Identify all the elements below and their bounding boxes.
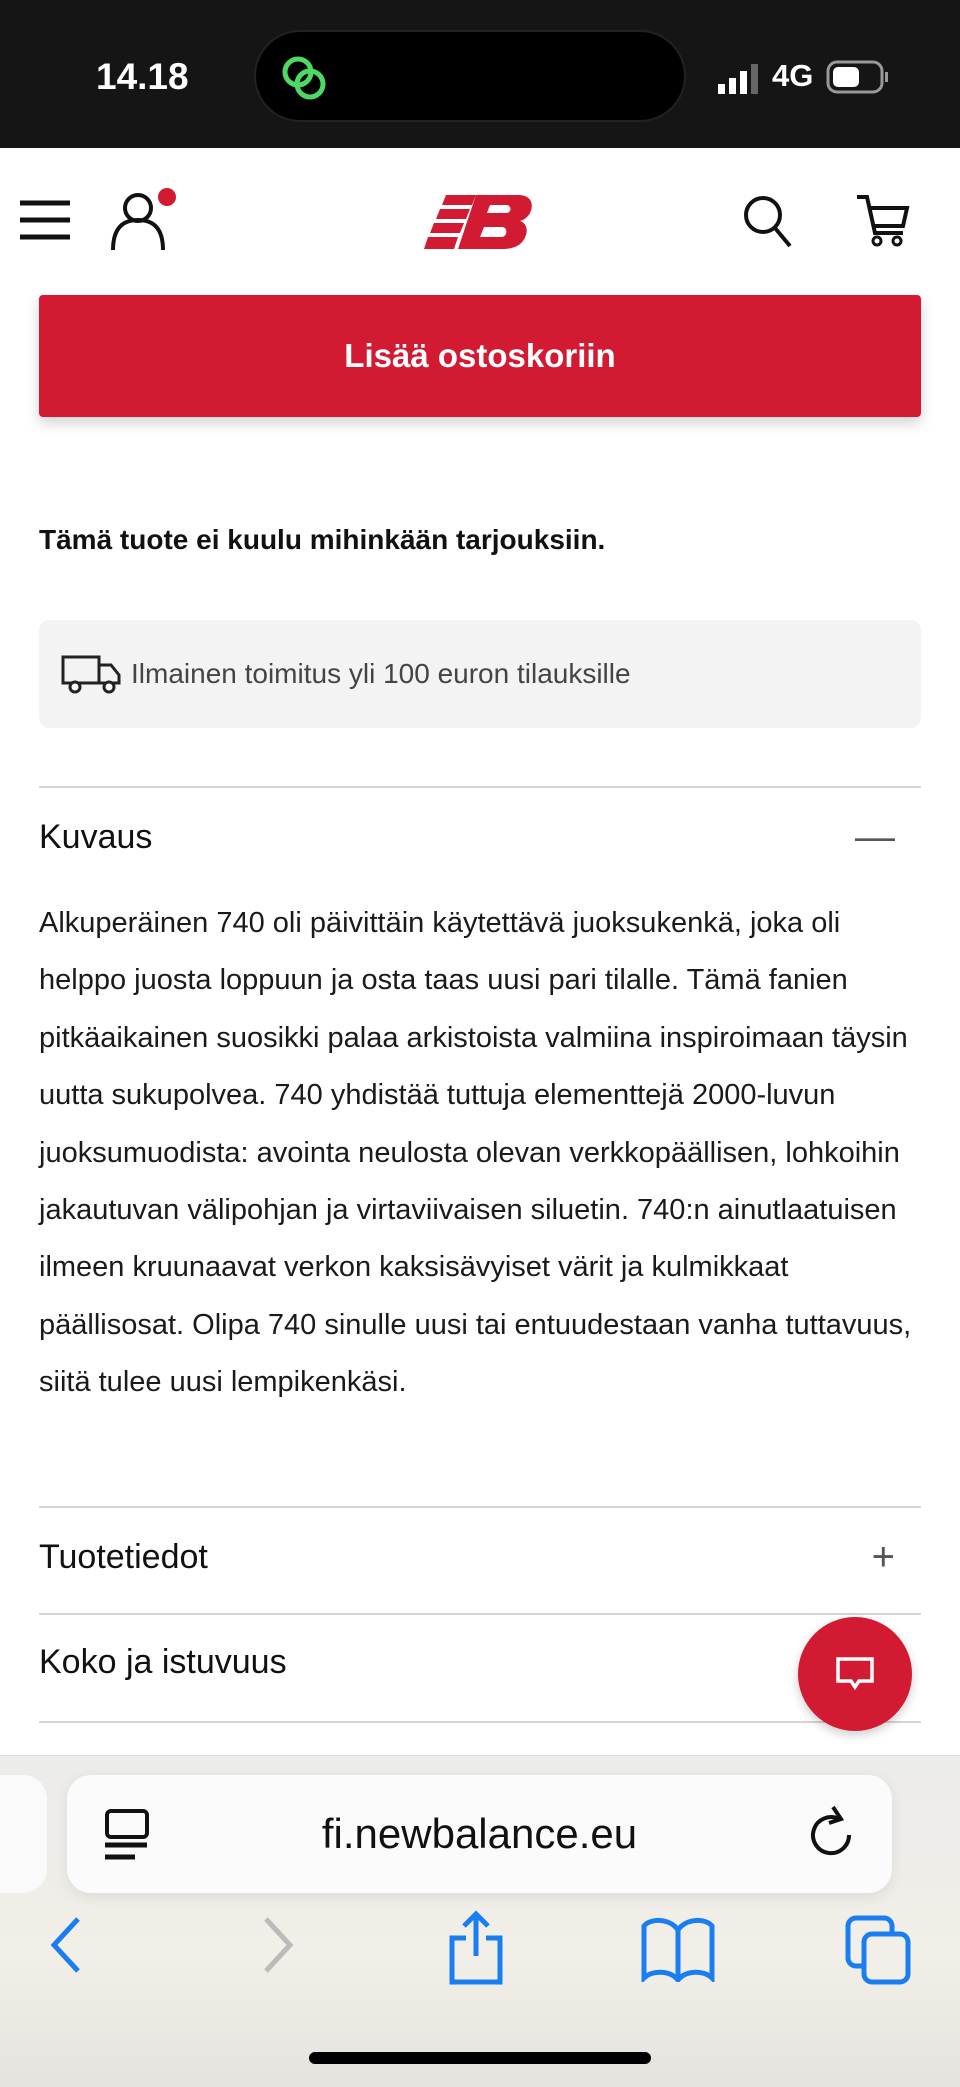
forward-icon[interactable] bbox=[258, 1915, 298, 1975]
accordion-title: Tuotetiedot bbox=[39, 1538, 208, 1576]
shipping-banner bbox=[39, 620, 921, 728]
search-icon[interactable] bbox=[742, 194, 794, 248]
share-icon[interactable] bbox=[446, 1910, 506, 1986]
divider bbox=[39, 1613, 921, 1615]
cart-icon[interactable] bbox=[855, 194, 911, 248]
link-icon bbox=[276, 50, 332, 106]
accordion-size-fit[interactable] bbox=[39, 1643, 921, 1682]
dynamic-island bbox=[254, 30, 686, 122]
divider bbox=[39, 1506, 921, 1508]
url-text: fi.newbalance.eu bbox=[321, 1810, 638, 1857]
reload-icon[interactable] bbox=[807, 1805, 855, 1861]
truck-icon bbox=[61, 653, 123, 695]
network-type: 4G bbox=[772, 58, 814, 93]
accordion-description[interactable] bbox=[39, 815, 921, 860]
home-indicator[interactable] bbox=[309, 2052, 651, 2064]
tabs-icon[interactable] bbox=[844, 1914, 914, 1986]
add-to-cart-button[interactable]: Lisää ostoskoriin bbox=[39, 295, 921, 417]
reader-icon[interactable] bbox=[103, 1809, 151, 1861]
minus-icon[interactable]: — bbox=[855, 815, 895, 859]
account-icon[interactable] bbox=[108, 188, 178, 252]
clock: 14.18 bbox=[96, 56, 189, 97]
menu-icon[interactable] bbox=[20, 200, 70, 240]
plus-icon[interactable]: + bbox=[871, 1535, 895, 1579]
accordion-product-details[interactable] bbox=[39, 1535, 921, 1580]
chat-icon bbox=[835, 1656, 875, 1692]
address-bar[interactable] bbox=[67, 1775, 892, 1893]
divider bbox=[39, 786, 921, 788]
signal-icon bbox=[718, 62, 764, 96]
site-header bbox=[0, 148, 960, 293]
back-icon[interactable] bbox=[48, 1915, 88, 1975]
new-balance-logo[interactable] bbox=[424, 193, 536, 253]
divider bbox=[39, 1721, 921, 1723]
status-bar bbox=[0, 0, 960, 148]
promotion-note: Tämä tuote ei kuulu mihinkään tarjouksiin. bbox=[39, 524, 606, 555]
chat-button[interactable] bbox=[798, 1617, 912, 1731]
accordion-title: Kuvaus bbox=[39, 818, 153, 856]
shipping-text: Ilmainen toimitus yli 100 euron tilauksille bbox=[131, 658, 631, 689]
accordion-title: Koko ja istuvuus bbox=[39, 1643, 287, 1681]
description-text: Alkuperäinen 740 oli päivittäin käytettävä juoksukenkä, joka oli helppo juosta loppuun ja osta taas uusi pari tilalle. Tämä fanien pitkäaikainen suosikki palaa arkistoista valmiina inspiroimaan täysin uutta sukupolvea. 740 yhdistää tuttuja elementtejä 2000-luvun juoksumuodista: avointa neulosta olevan verkkopäällisen, lohkoihin jakautuvan välipohjan ja virtaviivaisen siluetin. 740:n ainutlaatuisen ilmeen kruunaavat verkon kaksisävyiset värit ja kulmikkaat päällisosat. Olipa 740 sinulle uusi tai entuudestaan vanha tuttavuus, siitä tulee uusi lempikenkäsi. bbox=[39, 907, 912, 1399]
previous-tab-preview[interactable] bbox=[0, 1775, 47, 1893]
bookmarks-icon[interactable] bbox=[640, 1916, 716, 1982]
battery-icon bbox=[826, 60, 890, 94]
